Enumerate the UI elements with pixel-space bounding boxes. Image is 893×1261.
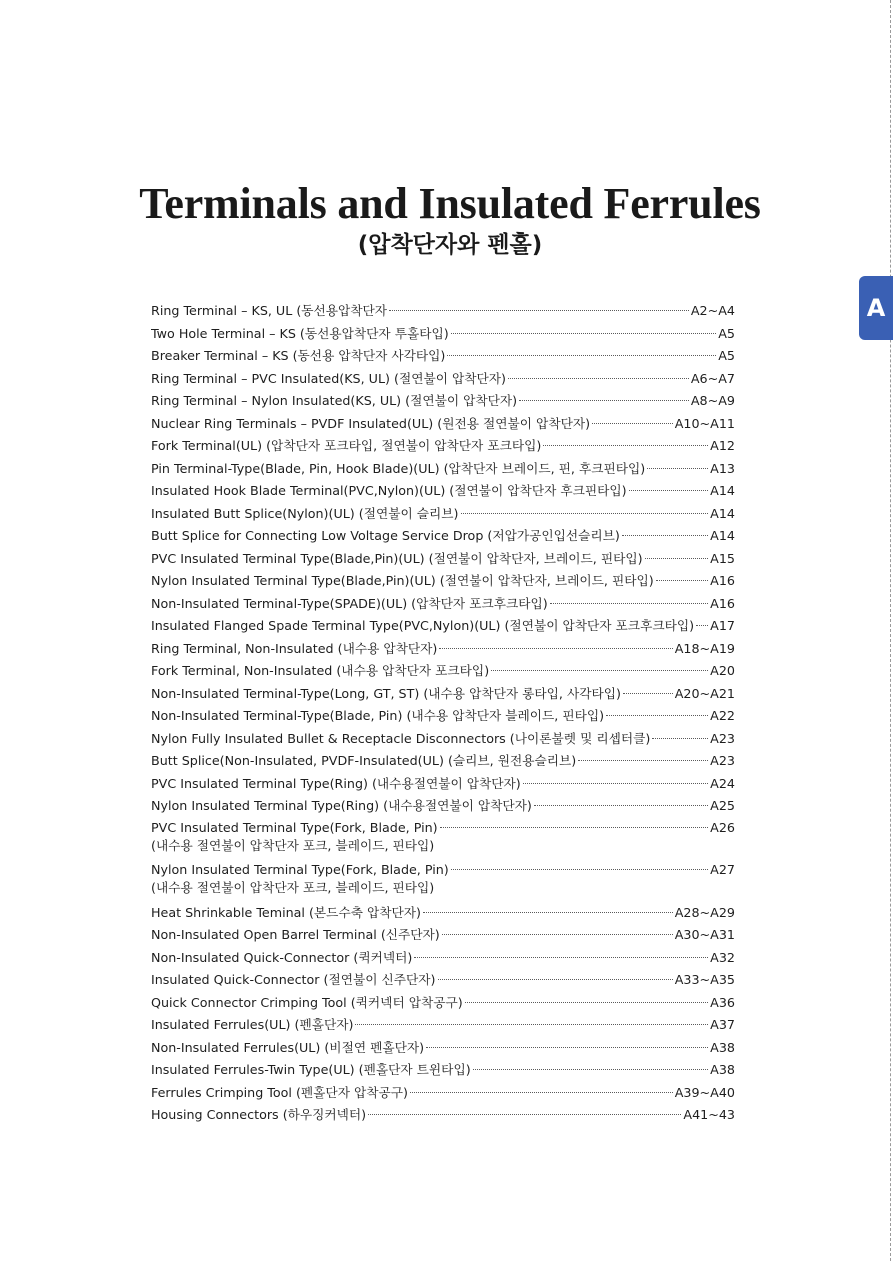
toc-row xyxy=(151,795,735,818)
toc-entry-title: Nylon Insulated Terminal Type(Blade,Pin)(UL) (절연불이 압착단자, 브레이드, 핀타입) xyxy=(151,573,654,588)
toc-dot-leader xyxy=(543,445,708,446)
toc-entry-page: A26 xyxy=(710,819,735,835)
toc-dot-leader xyxy=(440,827,709,828)
toc-entry[interactable] xyxy=(151,773,735,796)
toc-entry[interactable] xyxy=(151,458,735,481)
toc-dot-leader xyxy=(442,934,673,935)
toc-row xyxy=(151,818,735,838)
toc-entry-title: Breaker Terminal – KS (동선용 압착단자 사각타입) xyxy=(151,348,446,363)
toc-entry[interactable] xyxy=(151,480,735,503)
toc-row xyxy=(151,660,735,683)
toc-dot-leader xyxy=(645,558,709,559)
toc-dot-leader xyxy=(439,648,672,649)
toc-row xyxy=(151,1059,735,1082)
toc-row xyxy=(151,860,735,880)
toc-dot-leader xyxy=(410,1092,673,1093)
toc-row xyxy=(151,615,735,638)
toc-entry[interactable] xyxy=(151,728,735,751)
toc-entry-title: Ring Terminal – KS, UL (동선용압착단자 xyxy=(151,303,388,318)
toc-row xyxy=(151,969,735,992)
toc-entry-title: Two Hole Terminal – KS (동선용압착단자 투홀타입) xyxy=(151,325,449,341)
toc-row xyxy=(151,728,735,751)
toc-entry-title: Pin Terminal-Type(Blade, Pin, Hook Blade)(UL) (압착단자 브레이드, 핀, 후크핀타입) xyxy=(151,460,646,476)
toc-dot-leader xyxy=(519,400,689,401)
toc-dot-leader xyxy=(447,355,716,356)
toc-entry-page: A20~A21 xyxy=(674,685,735,701)
toc-entry-page: A14 xyxy=(710,483,735,498)
toc-entry-title: Fork Terminal(UL) (압착단자 포크타입, 절연불이 압착단자 포크타입) xyxy=(151,438,542,453)
toc-entry-title: Fork Terminal, Non-Insulated (내수용 압착단자 포크타입) xyxy=(151,663,490,678)
toc-entry[interactable] xyxy=(151,705,735,728)
toc-entry-page: A17 xyxy=(710,618,735,633)
toc-entry-title: PVC Insulated Terminal Type(Blade,Pin)(UL) (절연불이 압착단자, 브레이드, 핀타입) xyxy=(151,550,643,566)
toc-entry-title: Non-Insulated Terminal-Type(SPADE)(UL) (압착단자 포크후크타입) xyxy=(151,595,548,611)
toc-entry[interactable] xyxy=(151,300,735,323)
toc-dot-leader xyxy=(523,783,708,784)
toc-entry-page: A38 xyxy=(710,1062,735,1077)
toc-entry-title: Butt Splice for Connecting Low Voltage Service Drop (저압가공인입선슬리브) xyxy=(151,528,620,543)
toc-entry-title: Ring Terminal – Nylon Insulated(KS, UL) (절연불이 압착단자) xyxy=(151,393,518,408)
toc-entry-page: A5 xyxy=(718,325,735,341)
toc-entry[interactable] xyxy=(151,323,735,346)
toc-entry-title: Insulated Quick-Connector (절연불이 신주단자) xyxy=(151,972,436,987)
toc-entry-page: A28~A29 xyxy=(674,904,735,920)
toc-entry-page: A33~A35 xyxy=(674,972,735,987)
toc-row xyxy=(151,750,735,773)
toc-entry[interactable] xyxy=(151,1037,735,1060)
toc-dot-leader xyxy=(647,468,708,469)
toc-row xyxy=(151,683,735,706)
toc-entry-title: Insulated Ferrules-Twin Type(UL) (펜홀단자 트윈타입) xyxy=(151,1062,471,1077)
toc-entry-title: Ring Terminal – PVC Insulated(KS, UL) (절연불이 압착단자) xyxy=(151,370,506,386)
toc-entry-subtitle: (내수용 절연불이 압착단자 포크, 블레이드, 핀타입) xyxy=(151,879,435,895)
toc-entry-page: A24 xyxy=(710,775,735,791)
toc-entry[interactable] xyxy=(151,924,735,947)
toc-entry-page: A5 xyxy=(718,348,735,363)
toc-entry-page: A13 xyxy=(710,460,735,476)
toc-entry[interactable] xyxy=(151,660,735,683)
toc-entry-page: A8~A9 xyxy=(690,393,735,408)
toc-row xyxy=(151,525,735,548)
toc-dot-leader xyxy=(629,490,709,491)
toc-dot-leader xyxy=(355,1024,708,1025)
toc-entry-title: Nylon Fully Insulated Bullet & Receptacle Disconnectors (나이론불렛 및 리셉터클) xyxy=(151,730,651,746)
toc-entry[interactable] xyxy=(151,368,735,391)
toc-entry[interactable] xyxy=(151,435,735,458)
toc-entry-title: PVC Insulated Terminal Type(Fork, Blade, Pin) xyxy=(151,819,438,835)
toc-dot-leader xyxy=(451,869,708,870)
toc-row xyxy=(151,947,735,970)
toc-entry-page: A32 xyxy=(710,949,735,965)
toc-row xyxy=(151,1104,735,1127)
toc-entry-title: Nylon Insulated Terminal Type(Ring) (내수용절연불이 압착단자) xyxy=(151,798,532,813)
toc-row xyxy=(151,300,735,323)
toc-entry-page: A36 xyxy=(710,994,735,1010)
toc-entry-title: Non-Insulated Open Barrel Terminal (신주단자) xyxy=(151,927,440,942)
toc-row xyxy=(151,705,735,728)
table-of-contents xyxy=(151,300,735,1127)
toc-row xyxy=(151,924,735,947)
toc-row xyxy=(151,503,735,526)
toc-entry-title: Non-Insulated Quick-Connector (퀵커넥터) xyxy=(151,949,413,965)
toc-row xyxy=(151,638,735,661)
toc-dot-leader xyxy=(426,1047,708,1048)
toc-entry-title: Insulated Flanged Spade Terminal Type(PVC,Nylon)(UL) (절연불이 압착단자 포크후크타입) xyxy=(151,618,695,633)
toc-entry-title: Nylon Insulated Terminal Type(Fork, Blade, Pin) xyxy=(151,861,449,877)
toc-entry-title: Non-Insulated Ferrules(UL) (비절연 펜홀단자) xyxy=(151,1039,425,1055)
toc-entry-page: A14 xyxy=(710,505,735,521)
toc-entry-title: Housing Connectors (하우징커넥터) xyxy=(151,1107,367,1122)
toc-row xyxy=(151,345,735,368)
toc-row xyxy=(151,548,735,571)
toc-entry-title: Ferrules Crimping Tool (펜홀단자 압착공구) xyxy=(151,1084,408,1100)
toc-entry[interactable] xyxy=(151,548,735,571)
toc-row xyxy=(151,458,735,481)
toc-row xyxy=(151,593,735,616)
toc-dot-leader xyxy=(461,513,709,514)
toc-entry[interactable] xyxy=(151,947,735,970)
page-title: Terminals and Insulated Ferrules xyxy=(139,179,761,228)
toc-row xyxy=(151,1014,735,1037)
toc-entry[interactable] xyxy=(151,750,735,773)
toc-entry[interactable] xyxy=(151,345,735,368)
toc-entry[interactable] xyxy=(151,1059,735,1082)
toc-dot-leader xyxy=(491,670,708,671)
toc-entry[interactable] xyxy=(151,593,735,616)
toc-entry-page: A10~A11 xyxy=(674,415,735,431)
toc-dot-leader xyxy=(622,535,708,536)
toc-entry-title: Nuclear Ring Terminals – PVDF Insulated(UL) (원전용 절연불이 압착단자) xyxy=(151,415,591,431)
toc-row xyxy=(151,435,735,458)
toc-dot-leader xyxy=(414,957,708,958)
toc-entry-page: A30~A31 xyxy=(674,927,735,942)
toc-entry-page: A16 xyxy=(710,573,735,588)
toc-entry-page: A15 xyxy=(710,550,735,566)
toc-dot-leader xyxy=(578,760,708,761)
toc-entry-title: PVC Insulated Terminal Type(Ring) (내수용절연불이 압착단자) xyxy=(151,775,521,791)
toc-row xyxy=(151,1082,735,1105)
toc-row xyxy=(151,480,735,503)
toc-entry-page: A25 xyxy=(710,798,735,813)
toc-entry-page: A41~43 xyxy=(683,1107,735,1122)
toc-entry[interactable] xyxy=(151,570,735,593)
toc-dot-leader xyxy=(592,423,673,424)
toc-entry-page: A23 xyxy=(710,730,735,746)
section-tab-a xyxy=(859,276,893,340)
toc-entry-title: Ring Terminal, Non-Insulated (내수용 압착단자) xyxy=(151,640,438,656)
toc-entry-page: A27 xyxy=(710,861,735,877)
toc-dot-leader xyxy=(368,1114,681,1115)
toc-entry-title: Non-Insulated Terminal-Type(Blade, Pin) (내수용 압착단자 블레이드, 핀타입) xyxy=(151,708,605,723)
toc-dot-leader xyxy=(656,580,708,581)
toc-row xyxy=(151,570,735,593)
toc-entry-page: A23 xyxy=(710,753,735,768)
toc-entry[interactable] xyxy=(151,683,735,706)
toc-dot-leader xyxy=(550,603,708,604)
toc-row xyxy=(151,390,735,413)
toc-dot-leader xyxy=(652,738,708,739)
toc-dot-leader xyxy=(606,715,708,716)
toc-dot-leader xyxy=(438,979,673,980)
toc-dot-leader xyxy=(696,625,708,626)
toc-entry[interactable] xyxy=(151,902,735,925)
toc-entry-page: A6~A7 xyxy=(690,370,735,386)
toc-entry-page: A12 xyxy=(710,438,735,453)
toc-dot-leader xyxy=(508,378,689,379)
toc-entry[interactable] xyxy=(151,1082,735,1105)
toc-dot-leader xyxy=(423,912,673,913)
toc-entry[interactable] xyxy=(151,992,735,1015)
toc-entry[interactable] xyxy=(151,1104,735,1127)
toc-entry-page: A16 xyxy=(710,595,735,611)
toc-row xyxy=(151,368,735,391)
toc-entry-page: A20 xyxy=(710,663,735,678)
toc-row xyxy=(151,413,735,436)
toc-entry-title: Non-Insulated Terminal-Type(Long, GT, ST) (내수용 압착단자 롱타입, 사각타입) xyxy=(151,685,621,701)
toc-dot-leader xyxy=(389,310,689,311)
toc-entry-page: A22 xyxy=(710,708,735,723)
toc-entry[interactable] xyxy=(151,1014,735,1037)
toc-row xyxy=(151,323,735,346)
toc-dot-leader xyxy=(451,333,717,334)
toc-row xyxy=(151,1037,735,1060)
toc-row xyxy=(151,773,735,796)
page-subtitle: (압착단자와 펜홀) xyxy=(357,232,543,258)
toc-entry-page: A39~A40 xyxy=(674,1084,735,1100)
toc-entry-title: Insulated Butt Splice(Nylon)(UL) (절연불이 슬리브) xyxy=(151,505,459,521)
toc-entry[interactable] xyxy=(151,390,735,413)
toc-entry[interactable] xyxy=(151,818,735,856)
toc-dot-leader xyxy=(473,1069,709,1070)
toc-entry-title: Quick Connector Crimping Tool (퀵커넥터 압착공구) xyxy=(151,994,463,1010)
toc-dot-leader xyxy=(623,693,673,694)
toc-entry-page: A2~A4 xyxy=(690,303,735,318)
section-tab-label: A xyxy=(866,294,886,322)
toc-entry-page: A18~A19 xyxy=(674,640,735,656)
toc-entry[interactable] xyxy=(151,413,735,436)
toc-entry[interactable] xyxy=(151,615,735,638)
toc-dot-leader xyxy=(534,805,708,806)
toc-entry-page: A38 xyxy=(710,1039,735,1055)
toc-entry-title: Insulated Hook Blade Terminal(PVC,Nylon)(UL) (절연불이 압착단자 후크핀타입) xyxy=(151,483,627,498)
toc-entry[interactable] xyxy=(151,860,735,898)
toc-entry-title: Heat Shrinkable Teminal (본드수축 압착단자) xyxy=(151,904,421,920)
toc-entry[interactable] xyxy=(151,795,735,818)
toc-entry[interactable] xyxy=(151,638,735,661)
toc-entry-title: Butt Splice(Non-Insulated, PVDF-Insulated(UL) (슬리브, 원전용슬리브) xyxy=(151,753,577,768)
toc-entry-page: A14 xyxy=(710,528,735,543)
toc-entry-page: A37 xyxy=(710,1017,735,1032)
toc-entry-subtitle: (내수용 절연불이 압착단자 포크, 블레이드, 핀타입) xyxy=(151,837,435,853)
toc-dot-leader xyxy=(465,1002,708,1003)
toc-row xyxy=(151,992,735,1015)
toc-entry-title: Insulated Ferrules(UL) (펜홀단자) xyxy=(151,1017,354,1032)
toc-entry[interactable] xyxy=(151,503,735,526)
toc-entry[interactable] xyxy=(151,525,735,548)
toc-entry[interactable] xyxy=(151,969,735,992)
toc-row xyxy=(151,902,735,925)
